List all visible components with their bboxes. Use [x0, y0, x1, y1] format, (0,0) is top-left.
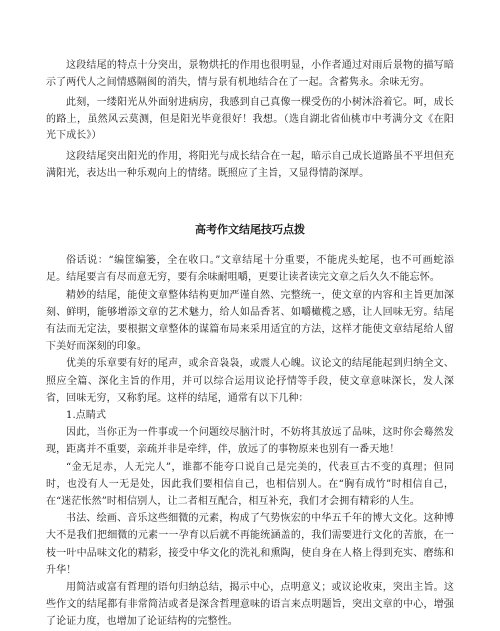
intro-paragraph-2: 此刻，一缕阳光从外面射进病房，我感到自己真像一棵受伤的小树沐浴着它。呵，成长的路上，虽然风云莫测，但是阳光毕竟很好！我想。（选自湖北省仙桃市中考满分文《在阳光下成长》） — [46, 97, 454, 142]
article-paragraph: 因此，当你正为一件事或一个问题绞尽脑汁时，不妨将其放远了品味，这时你会蓦然发现，距离并不重要，亲疏并非是牵绊，伴，放远了的事物原来也别有一番天地！ — [46, 427, 454, 456]
article-paragraph: 优美的乐章要有好的尾声，或余音袅袅，或震人心魄。议论文的结尾能起到归纳全文、照应全篇、深化主旨的作用，并可以综合运用议论抒情等手段，使文章意味深长，发人深省，回味无穷，又称豹尾。这样的结尾，通常有以下几种： — [46, 358, 454, 404]
article-title: 高考作文结尾技巧点拨 — [195, 223, 305, 237]
article-paragraph: 用简洁或富有哲理的语句归纳总结，揭示中心，点明意义；或议论收束，突出主旨。这些作文的结尾都有非常简洁或者是深含哲理意味的语言来点明题旨，突出文章的中心，增强了论证力度，也增加了论证结构的完整性。 — [46, 582, 454, 628]
article-paragraph: 精妙的结尾，能使文章整体结构更加严谨自然、完整统一，使文章的内容和主旨更加深刻、鲜明，能够增添文章的艺术魅力，给人如品香茗、如嚼橄榄之感，让人回味无穷。结尾有法而无定法，要根据文章整体的谋篇布局来采用适宜的方法，这样才能使文章结尾给人留下美好而深刻的印象。 — [46, 289, 454, 353]
intro-paragraph-3: 这段结尾突出阳光的作用，将阳光与成长结合在一起，暗示自己成长道路虽不平坦但充满阳光，表达出一种乐观向上的情绪。既照应了主旨，又显得情韵深厚。 — [46, 150, 454, 179]
article-paragraph: “金无足赤，人无完人”，谁都不能夸口说自己是完美的，代表亘古不变的真理；但同时，也没有人一无是处，因此我们要相信自己，也相信别人。在“胸有成竹”时相信自己，在“迷茫怅然”时相信别人，让二者相互配合，相互补充，我们才会拥有精彩的人生。 — [46, 461, 454, 507]
section-heading: 1.点睛式 — [66, 409, 107, 421]
article-paragraph: 俗话说：“编筐编篓，全在收口。”文章结尾十分重要，不能虎头蛇尾，也不可画蛇添足。结尾要言有尽而意无穷，要有余味耐咀嚼，更要让读者读完文章之后久久不能忘怀。 — [46, 255, 454, 284]
article-section — [46, 222, 454, 630]
intro-paragraph-1: 这段结尾的特点十分突出，景物烘托的作用也很明显，小作者通过对雨后景物的描写暗示了两代人之间情感隔阂的消失，情与景有机地结合在了一起。含蓄隽永。余味无穷。 — [46, 60, 454, 88]
article-paragraph: 书法、绘画、音乐这些细微的元素，构成了气势恢宏的中华五千年的博大文化。这种博大不是我们把细微的元素一一孕育以后就不再能统涵盖的，我们需要进行文化的苦旅，在一枝一叶中品味文化的精彩，接受中华文化的洗礼和熏陶，使自身在人格上得到充实、磨练和升华！ — [46, 513, 454, 576]
intro-section — [46, 58, 454, 182]
